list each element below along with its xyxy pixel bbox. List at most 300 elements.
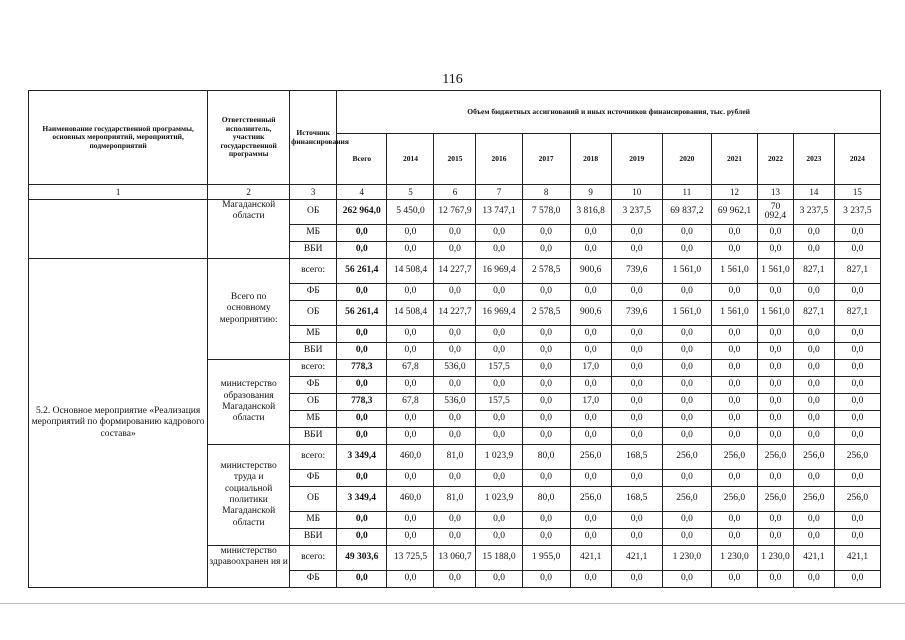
executor-cell: Магаданской области xyxy=(208,200,290,259)
value-cell: 0,0 xyxy=(834,512,880,529)
value-cell: 0,0 xyxy=(434,512,476,529)
value-cell: 13 060,7 xyxy=(434,546,476,571)
value-cell: 0,0 xyxy=(662,225,711,242)
value-cell: 827,1 xyxy=(834,259,880,284)
value-cell: 256,0 xyxy=(834,487,880,512)
value-cell: 0,0 xyxy=(758,470,794,487)
executor-cell: Всего по основному мероприятию: xyxy=(208,259,290,360)
value-cell: 0,0 xyxy=(522,326,570,343)
value-cell: 0,0 xyxy=(711,470,757,487)
value-cell: 1 230,0 xyxy=(711,546,757,571)
value-cell: 0,0 xyxy=(476,470,522,487)
value-cell: 0,0 xyxy=(758,571,794,588)
value-cell: 2 578,5 xyxy=(522,301,570,326)
value-cell: 0,0 xyxy=(387,284,434,301)
value-cell: 0,0 xyxy=(662,571,711,588)
header-total: Всего xyxy=(337,134,387,185)
value-cell: 0,0 xyxy=(834,411,880,428)
value-cell: 0,0 xyxy=(387,571,434,588)
value-cell: 0,0 xyxy=(834,343,880,360)
value-cell: 0,0 xyxy=(758,242,794,259)
measure-name: 5.2. Основное мероприятие «Реализация мероприятий по формированию кадрового состава» xyxy=(29,259,208,588)
column-number: 5 xyxy=(387,185,434,200)
value-cell: 0,0 xyxy=(758,428,794,445)
page-bottom-line xyxy=(0,603,905,604)
column-number: 6 xyxy=(434,185,476,200)
value-cell: 0,0 xyxy=(711,411,757,428)
value-cell: 0,0 xyxy=(793,394,834,411)
value-cell: 80,0 xyxy=(522,487,570,512)
value-cell: 0,0 xyxy=(434,326,476,343)
value-cell: 256,0 xyxy=(834,445,880,470)
value-cell: 16 969,4 xyxy=(476,301,522,326)
value-cell: 256,0 xyxy=(793,487,834,512)
value-cell: 0,0 xyxy=(793,377,834,394)
value-cell: 0,0 xyxy=(611,326,662,343)
column-index-row xyxy=(29,185,881,200)
value-cell: 81,0 xyxy=(434,487,476,512)
value-cell: 0,0 xyxy=(662,428,711,445)
value-cell: 69 962,1 xyxy=(711,200,757,225)
value-cell: 0,0 xyxy=(570,326,611,343)
source-cell: ФБ xyxy=(290,470,337,487)
value-cell: 0,0 xyxy=(611,225,662,242)
value-cell: 0,0 xyxy=(522,411,570,428)
table-row xyxy=(29,259,881,284)
value-cell: 0,0 xyxy=(758,529,794,546)
value-cell: 256,0 xyxy=(758,487,794,512)
value-cell: 0,0 xyxy=(434,571,476,588)
value-cell: 157,5 xyxy=(476,394,522,411)
source-cell: всего: xyxy=(290,445,337,470)
value-cell: 256,0 xyxy=(793,445,834,470)
value-cell: 0,0 xyxy=(387,529,434,546)
value-cell: 0,0 xyxy=(711,326,757,343)
value-cell: 0,0 xyxy=(476,284,522,301)
source-cell: ВБИ xyxy=(290,242,337,259)
header-year: 2016 xyxy=(476,134,522,185)
value-cell: 168,5 xyxy=(611,487,662,512)
header-year: 2019 xyxy=(611,134,662,185)
value-cell: 0,0 xyxy=(793,343,834,360)
value-cell: 16 969,4 xyxy=(476,259,522,284)
value-cell: 0,0 xyxy=(758,377,794,394)
value-cell: 0,0 xyxy=(793,512,834,529)
value-cell: 0,0 xyxy=(476,225,522,242)
header-year: 2024 xyxy=(834,134,880,185)
value-cell: 460,0 xyxy=(387,445,434,470)
source-cell: ФБ xyxy=(290,284,337,301)
value-cell: 17,0 xyxy=(570,394,611,411)
value-cell: 1 023,9 xyxy=(476,445,522,470)
value-cell: 0,0 xyxy=(522,284,570,301)
value-cell: 0,0 xyxy=(337,225,387,242)
value-cell: 421,1 xyxy=(570,546,611,571)
value-cell: 0,0 xyxy=(834,377,880,394)
value-cell: 1 230,0 xyxy=(758,546,794,571)
value-cell: 3 237,5 xyxy=(793,200,834,225)
value-cell: 0,0 xyxy=(611,360,662,377)
source-cell: МБ xyxy=(290,225,337,242)
value-cell: 0,0 xyxy=(387,512,434,529)
value-cell: 0,0 xyxy=(711,571,757,588)
value-cell: 256,0 xyxy=(570,445,611,470)
value-cell: 0,0 xyxy=(337,242,387,259)
value-cell: 0,0 xyxy=(793,529,834,546)
value-cell: 0,0 xyxy=(337,411,387,428)
value-cell: 0,0 xyxy=(522,428,570,445)
column-number: 7 xyxy=(476,185,522,200)
value-cell: 0,0 xyxy=(570,470,611,487)
value-cell: 0,0 xyxy=(570,428,611,445)
value-cell: 0,0 xyxy=(611,284,662,301)
value-cell: 0,0 xyxy=(758,343,794,360)
value-cell: 0,0 xyxy=(522,225,570,242)
header-year: 2018 xyxy=(570,134,611,185)
column-number: 12 xyxy=(711,185,757,200)
value-cell: 827,1 xyxy=(793,301,834,326)
value-cell: 421,1 xyxy=(793,546,834,571)
source-cell: МБ xyxy=(290,512,337,529)
value-cell: 0,0 xyxy=(793,428,834,445)
value-cell: 0,0 xyxy=(337,284,387,301)
value-cell: 0,0 xyxy=(387,428,434,445)
value-cell: 17,0 xyxy=(570,360,611,377)
column-number: 2 xyxy=(208,185,290,200)
value-cell: 80,0 xyxy=(522,445,570,470)
value-cell: 168,5 xyxy=(611,445,662,470)
value-cell: 0,0 xyxy=(711,394,757,411)
value-cell: 421,1 xyxy=(611,546,662,571)
value-cell: 460,0 xyxy=(387,487,434,512)
value-cell: 0,0 xyxy=(662,377,711,394)
executor-cell: министерство образования Магаданской области xyxy=(208,360,290,445)
value-cell: 0,0 xyxy=(387,411,434,428)
header-year: 2017 xyxy=(522,134,570,185)
value-cell: 0,0 xyxy=(434,284,476,301)
source-cell: ОБ xyxy=(290,487,337,512)
name-cell-continuation xyxy=(29,200,208,259)
value-cell: 1 561,0 xyxy=(711,301,757,326)
value-cell: 56 261,4 xyxy=(337,301,387,326)
value-cell: 0,0 xyxy=(758,225,794,242)
value-cell: 0,0 xyxy=(570,343,611,360)
value-cell: 3 349,4 xyxy=(337,445,387,470)
value-cell: 0,0 xyxy=(711,512,757,529)
value-cell: 778,3 xyxy=(337,394,387,411)
value-cell: 0,0 xyxy=(711,284,757,301)
source-cell: ВБИ xyxy=(290,529,337,546)
value-cell: 157,5 xyxy=(476,360,522,377)
value-cell: 67,8 xyxy=(387,360,434,377)
header-year: 2022 xyxy=(758,134,794,185)
value-cell: 827,1 xyxy=(793,259,834,284)
value-cell: 0,0 xyxy=(434,470,476,487)
value-cell: 0,0 xyxy=(476,242,522,259)
column-number: 15 xyxy=(834,185,880,200)
value-cell: 0,0 xyxy=(522,512,570,529)
value-cell: 0,0 xyxy=(662,284,711,301)
value-cell: 0,0 xyxy=(337,343,387,360)
value-cell: 0,0 xyxy=(834,326,880,343)
value-cell: 0,0 xyxy=(611,512,662,529)
page-number: 116 xyxy=(442,72,463,87)
value-cell: 0,0 xyxy=(337,377,387,394)
value-cell: 0,0 xyxy=(662,242,711,259)
value-cell: 0,0 xyxy=(522,529,570,546)
value-cell: 0,0 xyxy=(434,242,476,259)
value-cell: 81,0 xyxy=(434,445,476,470)
value-cell: 0,0 xyxy=(387,470,434,487)
value-cell: 0,0 xyxy=(570,512,611,529)
value-cell: 0,0 xyxy=(476,529,522,546)
value-cell: 0,0 xyxy=(834,225,880,242)
value-cell: 0,0 xyxy=(522,343,570,360)
value-cell: 0,0 xyxy=(570,377,611,394)
value-cell: 0,0 xyxy=(522,360,570,377)
value-cell: 1 561,0 xyxy=(662,301,711,326)
value-cell: 7 578,0 xyxy=(522,200,570,225)
value-cell: 0,0 xyxy=(434,428,476,445)
source-cell: МБ xyxy=(290,326,337,343)
value-cell: 0,0 xyxy=(758,394,794,411)
value-cell: 900,6 xyxy=(570,259,611,284)
value-cell: 256,0 xyxy=(570,487,611,512)
value-cell: 56 261,4 xyxy=(337,259,387,284)
value-cell: 0,0 xyxy=(337,428,387,445)
value-cell: 0,0 xyxy=(337,326,387,343)
value-cell: 0,0 xyxy=(834,242,880,259)
value-cell: 14 508,4 xyxy=(387,301,434,326)
source-cell: всего: xyxy=(290,546,337,571)
value-cell: 256,0 xyxy=(662,487,711,512)
value-cell: 739,6 xyxy=(611,259,662,284)
value-cell: 0,0 xyxy=(476,377,522,394)
value-cell: 778,3 xyxy=(337,360,387,377)
value-cell: 0,0 xyxy=(758,411,794,428)
value-cell: 0,0 xyxy=(711,428,757,445)
source-cell: всего: xyxy=(290,259,337,284)
value-cell: 0,0 xyxy=(793,571,834,588)
value-cell: 536,0 xyxy=(434,394,476,411)
value-cell: 0,0 xyxy=(476,571,522,588)
value-cell: 1 230,0 xyxy=(662,546,711,571)
value-cell: 0,0 xyxy=(434,225,476,242)
value-cell: 5 450,0 xyxy=(387,200,434,225)
source-cell: ВБИ xyxy=(290,428,337,445)
value-cell: 0,0 xyxy=(611,242,662,259)
value-cell: 0,0 xyxy=(662,411,711,428)
value-cell: 0,0 xyxy=(758,512,794,529)
value-cell: 0,0 xyxy=(662,394,711,411)
value-cell: 0,0 xyxy=(793,284,834,301)
value-cell: 0,0 xyxy=(834,428,880,445)
value-cell: 3 237,5 xyxy=(834,200,880,225)
value-cell: 900,6 xyxy=(570,301,611,326)
value-cell: 0,0 xyxy=(570,284,611,301)
value-cell: 0,0 xyxy=(793,326,834,343)
value-cell: 0,0 xyxy=(570,571,611,588)
value-cell: 256,0 xyxy=(711,487,757,512)
value-cell: 0,0 xyxy=(834,529,880,546)
value-cell: 1 023,9 xyxy=(476,487,522,512)
value-cell: 70 092,4 xyxy=(758,200,794,225)
value-cell: 827,1 xyxy=(834,301,880,326)
value-cell: 1 561,0 xyxy=(662,259,711,284)
value-cell: 0,0 xyxy=(434,343,476,360)
value-cell: 1 561,0 xyxy=(711,259,757,284)
value-cell: 0,0 xyxy=(611,529,662,546)
column-number: 11 xyxy=(662,185,711,200)
executor-cell: министерство здравоохранен ия и xyxy=(208,546,290,588)
value-cell: 0,0 xyxy=(611,571,662,588)
value-cell: 0,0 xyxy=(611,394,662,411)
value-cell: 0,0 xyxy=(834,284,880,301)
column-number: 8 xyxy=(522,185,570,200)
value-cell: 0,0 xyxy=(337,571,387,588)
value-cell: 0,0 xyxy=(570,242,611,259)
value-cell: 2 578,5 xyxy=(522,259,570,284)
executor-cell: министерство труда и социальной политики Магаданской области xyxy=(208,445,290,546)
column-number: 9 xyxy=(570,185,611,200)
value-cell: 0,0 xyxy=(662,512,711,529)
value-cell: 1 955,0 xyxy=(522,546,570,571)
header-name: Наименование государственной программы, основных мероприятий, мероприятий, подмероприятий xyxy=(29,91,208,185)
value-cell: 14 227,7 xyxy=(434,259,476,284)
value-cell: 0,0 xyxy=(570,529,611,546)
value-cell: 739,6 xyxy=(611,301,662,326)
value-cell: 0,0 xyxy=(793,360,834,377)
header-year: 2023 xyxy=(793,134,834,185)
value-cell: 0,0 xyxy=(611,377,662,394)
value-cell: 0,0 xyxy=(522,242,570,259)
value-cell: 0,0 xyxy=(337,529,387,546)
header-year: 2014 xyxy=(387,134,434,185)
value-cell: 0,0 xyxy=(758,360,794,377)
value-cell: 0,0 xyxy=(611,343,662,360)
value-cell: 0,0 xyxy=(434,411,476,428)
value-cell: 0,0 xyxy=(476,512,522,529)
header-year: 2020 xyxy=(662,134,711,185)
value-cell: 3 816,8 xyxy=(570,200,611,225)
source-cell: ОБ xyxy=(290,394,337,411)
value-cell: 3 237,5 xyxy=(611,200,662,225)
value-cell: 0,0 xyxy=(522,470,570,487)
value-cell: 0,0 xyxy=(711,529,757,546)
value-cell: 0,0 xyxy=(476,326,522,343)
value-cell: 0,0 xyxy=(793,470,834,487)
value-cell: 0,0 xyxy=(711,225,757,242)
header-year: 2021 xyxy=(711,134,757,185)
value-cell: 0,0 xyxy=(711,377,757,394)
column-number: 13 xyxy=(758,185,794,200)
value-cell: 0,0 xyxy=(522,377,570,394)
value-cell: 0,0 xyxy=(387,225,434,242)
value-cell: 256,0 xyxy=(758,445,794,470)
value-cell: 1 561,0 xyxy=(758,259,794,284)
value-cell: 0,0 xyxy=(834,394,880,411)
value-cell: 0,0 xyxy=(758,326,794,343)
column-number: 10 xyxy=(611,185,662,200)
value-cell: 0,0 xyxy=(793,242,834,259)
source-cell: ФБ xyxy=(290,571,337,588)
value-cell: 14 227,7 xyxy=(434,301,476,326)
value-cell: 536,0 xyxy=(434,360,476,377)
value-cell: 0,0 xyxy=(793,225,834,242)
value-cell: 0,0 xyxy=(793,411,834,428)
value-cell: 0,0 xyxy=(611,428,662,445)
source-cell: ФБ xyxy=(290,377,337,394)
header-volume: Объем бюджетных ассигнований и иных источников финансирования, тыс. рублей xyxy=(337,91,881,134)
source-cell: всего: xyxy=(290,360,337,377)
column-number: 4 xyxy=(337,185,387,200)
value-cell: 49 303,6 xyxy=(337,546,387,571)
value-cell: 0,0 xyxy=(387,377,434,394)
value-cell: 0,0 xyxy=(387,242,434,259)
value-cell: 67,8 xyxy=(387,394,434,411)
value-cell: 256,0 xyxy=(711,445,757,470)
value-cell: 15 188,0 xyxy=(476,546,522,571)
value-cell: 0,0 xyxy=(387,326,434,343)
value-cell: 3 349,4 xyxy=(337,487,387,512)
value-cell: 0,0 xyxy=(758,284,794,301)
table-row xyxy=(29,200,881,225)
value-cell: 0,0 xyxy=(662,470,711,487)
value-cell: 0,0 xyxy=(476,411,522,428)
value-cell: 0,0 xyxy=(711,360,757,377)
value-cell: 0,0 xyxy=(611,470,662,487)
value-cell: 0,0 xyxy=(834,571,880,588)
budget-table xyxy=(28,90,881,588)
value-cell: 262 964,0 xyxy=(337,200,387,225)
header-executor: Ответственный исполнитель, участник государственной программы xyxy=(208,91,290,185)
value-cell: 13 747,1 xyxy=(476,200,522,225)
value-cell: 0,0 xyxy=(662,360,711,377)
value-cell: 0,0 xyxy=(476,343,522,360)
source-cell: МБ xyxy=(290,411,337,428)
source-cell: ОБ xyxy=(290,200,337,225)
column-number: 3 xyxy=(290,185,337,200)
value-cell: 0,0 xyxy=(387,343,434,360)
value-cell: 0,0 xyxy=(434,529,476,546)
value-cell: 0,0 xyxy=(611,411,662,428)
value-cell: 69 837,2 xyxy=(662,200,711,225)
value-cell: 0,0 xyxy=(662,326,711,343)
value-cell: 14 508,4 xyxy=(387,259,434,284)
header-year: 2015 xyxy=(434,134,476,185)
value-cell: 0,0 xyxy=(711,343,757,360)
column-number: 1 xyxy=(29,185,208,200)
value-cell: 256,0 xyxy=(662,445,711,470)
header-source: Источник финансирования xyxy=(290,91,337,185)
value-cell: 421,1 xyxy=(834,546,880,571)
value-cell: 0,0 xyxy=(834,360,880,377)
value-cell: 1 561,0 xyxy=(758,301,794,326)
value-cell: 12 767,9 xyxy=(434,200,476,225)
value-cell: 13 725,5 xyxy=(387,546,434,571)
value-cell: 0,0 xyxy=(662,529,711,546)
value-cell: 0,0 xyxy=(711,242,757,259)
source-cell: ОБ xyxy=(290,301,337,326)
source-cell: ВБИ xyxy=(290,343,337,360)
value-cell: 0,0 xyxy=(337,470,387,487)
value-cell: 0,0 xyxy=(522,394,570,411)
value-cell: 0,0 xyxy=(476,428,522,445)
value-cell: 0,0 xyxy=(834,470,880,487)
value-cell: 0,0 xyxy=(662,343,711,360)
value-cell: 0,0 xyxy=(522,571,570,588)
column-number: 14 xyxy=(793,185,834,200)
